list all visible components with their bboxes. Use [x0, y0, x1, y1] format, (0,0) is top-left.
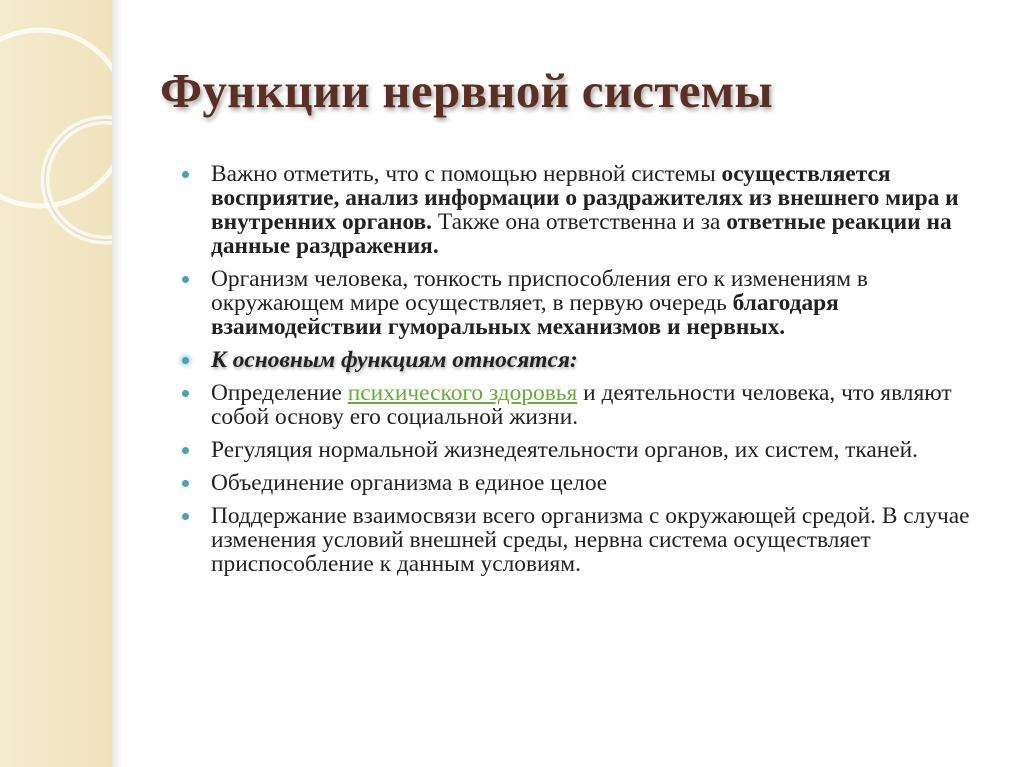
bullet-text: Важно отметить, что с помощью нервной системы [211, 161, 722, 187]
list-subheading: К основным функциям относятся: [211, 347, 578, 373]
decorative-rings [0, 0, 112, 767]
list-item [178, 348, 998, 372]
bullet-text: Объединение организма в единое целое [211, 470, 608, 496]
bullet-text: Определение [211, 380, 348, 406]
list-item [178, 438, 998, 462]
list-item [178, 471, 998, 495]
list-item [178, 504, 998, 576]
bullet-dot-icon [182, 447, 189, 454]
bullet-dot-icon [182, 513, 189, 520]
bullet-text: и деятельности человека, что являют собой основу его социальной жизни. [211, 380, 952, 430]
bullet-text: Организм человека, тонкость приспособления его к изменениям в окружающем мире осуществляет, в первую очередь [211, 266, 868, 316]
band-shadow [112, 0, 122, 767]
list-item [178, 162, 998, 258]
bullet-bold-text: благодаря взаимодействии гуморальных механизмов и нервных. [211, 290, 839, 340]
bullet-dot-icon [182, 357, 189, 364]
bullet-dot-icon [182, 171, 189, 178]
bullet-bold-text: осуществляется восприятие, анализ информации о раздражителях из внешнего мира и внутренних органов. [211, 161, 959, 235]
bullet-dot-icon [182, 390, 189, 397]
bullet-list [178, 162, 998, 585]
bullet-text: Поддержание взаимосвязи всего организма с окружающей средой. В случае изменения условий внешней среды, нервна система осуществляет приспособление к данным условиям. [211, 503, 970, 577]
bullet-text: Регуляция нормальной жизнедеятельности органов, их систем, тканей. [211, 437, 919, 463]
bullet-text: Также она ответственна и за [432, 209, 727, 235]
slide-title: Функции нервной системы [160, 63, 773, 118]
decorative-side-band [0, 0, 112, 767]
bullet-bold-text: ответные реакции на данные раздражения. [211, 209, 952, 259]
list-item [178, 381, 998, 429]
list-item [178, 267, 998, 339]
bullet-dot-icon [182, 480, 189, 487]
bullet-dot-icon [182, 276, 189, 283]
mental-health-link[interactable]: психического здоровья [347, 380, 578, 406]
